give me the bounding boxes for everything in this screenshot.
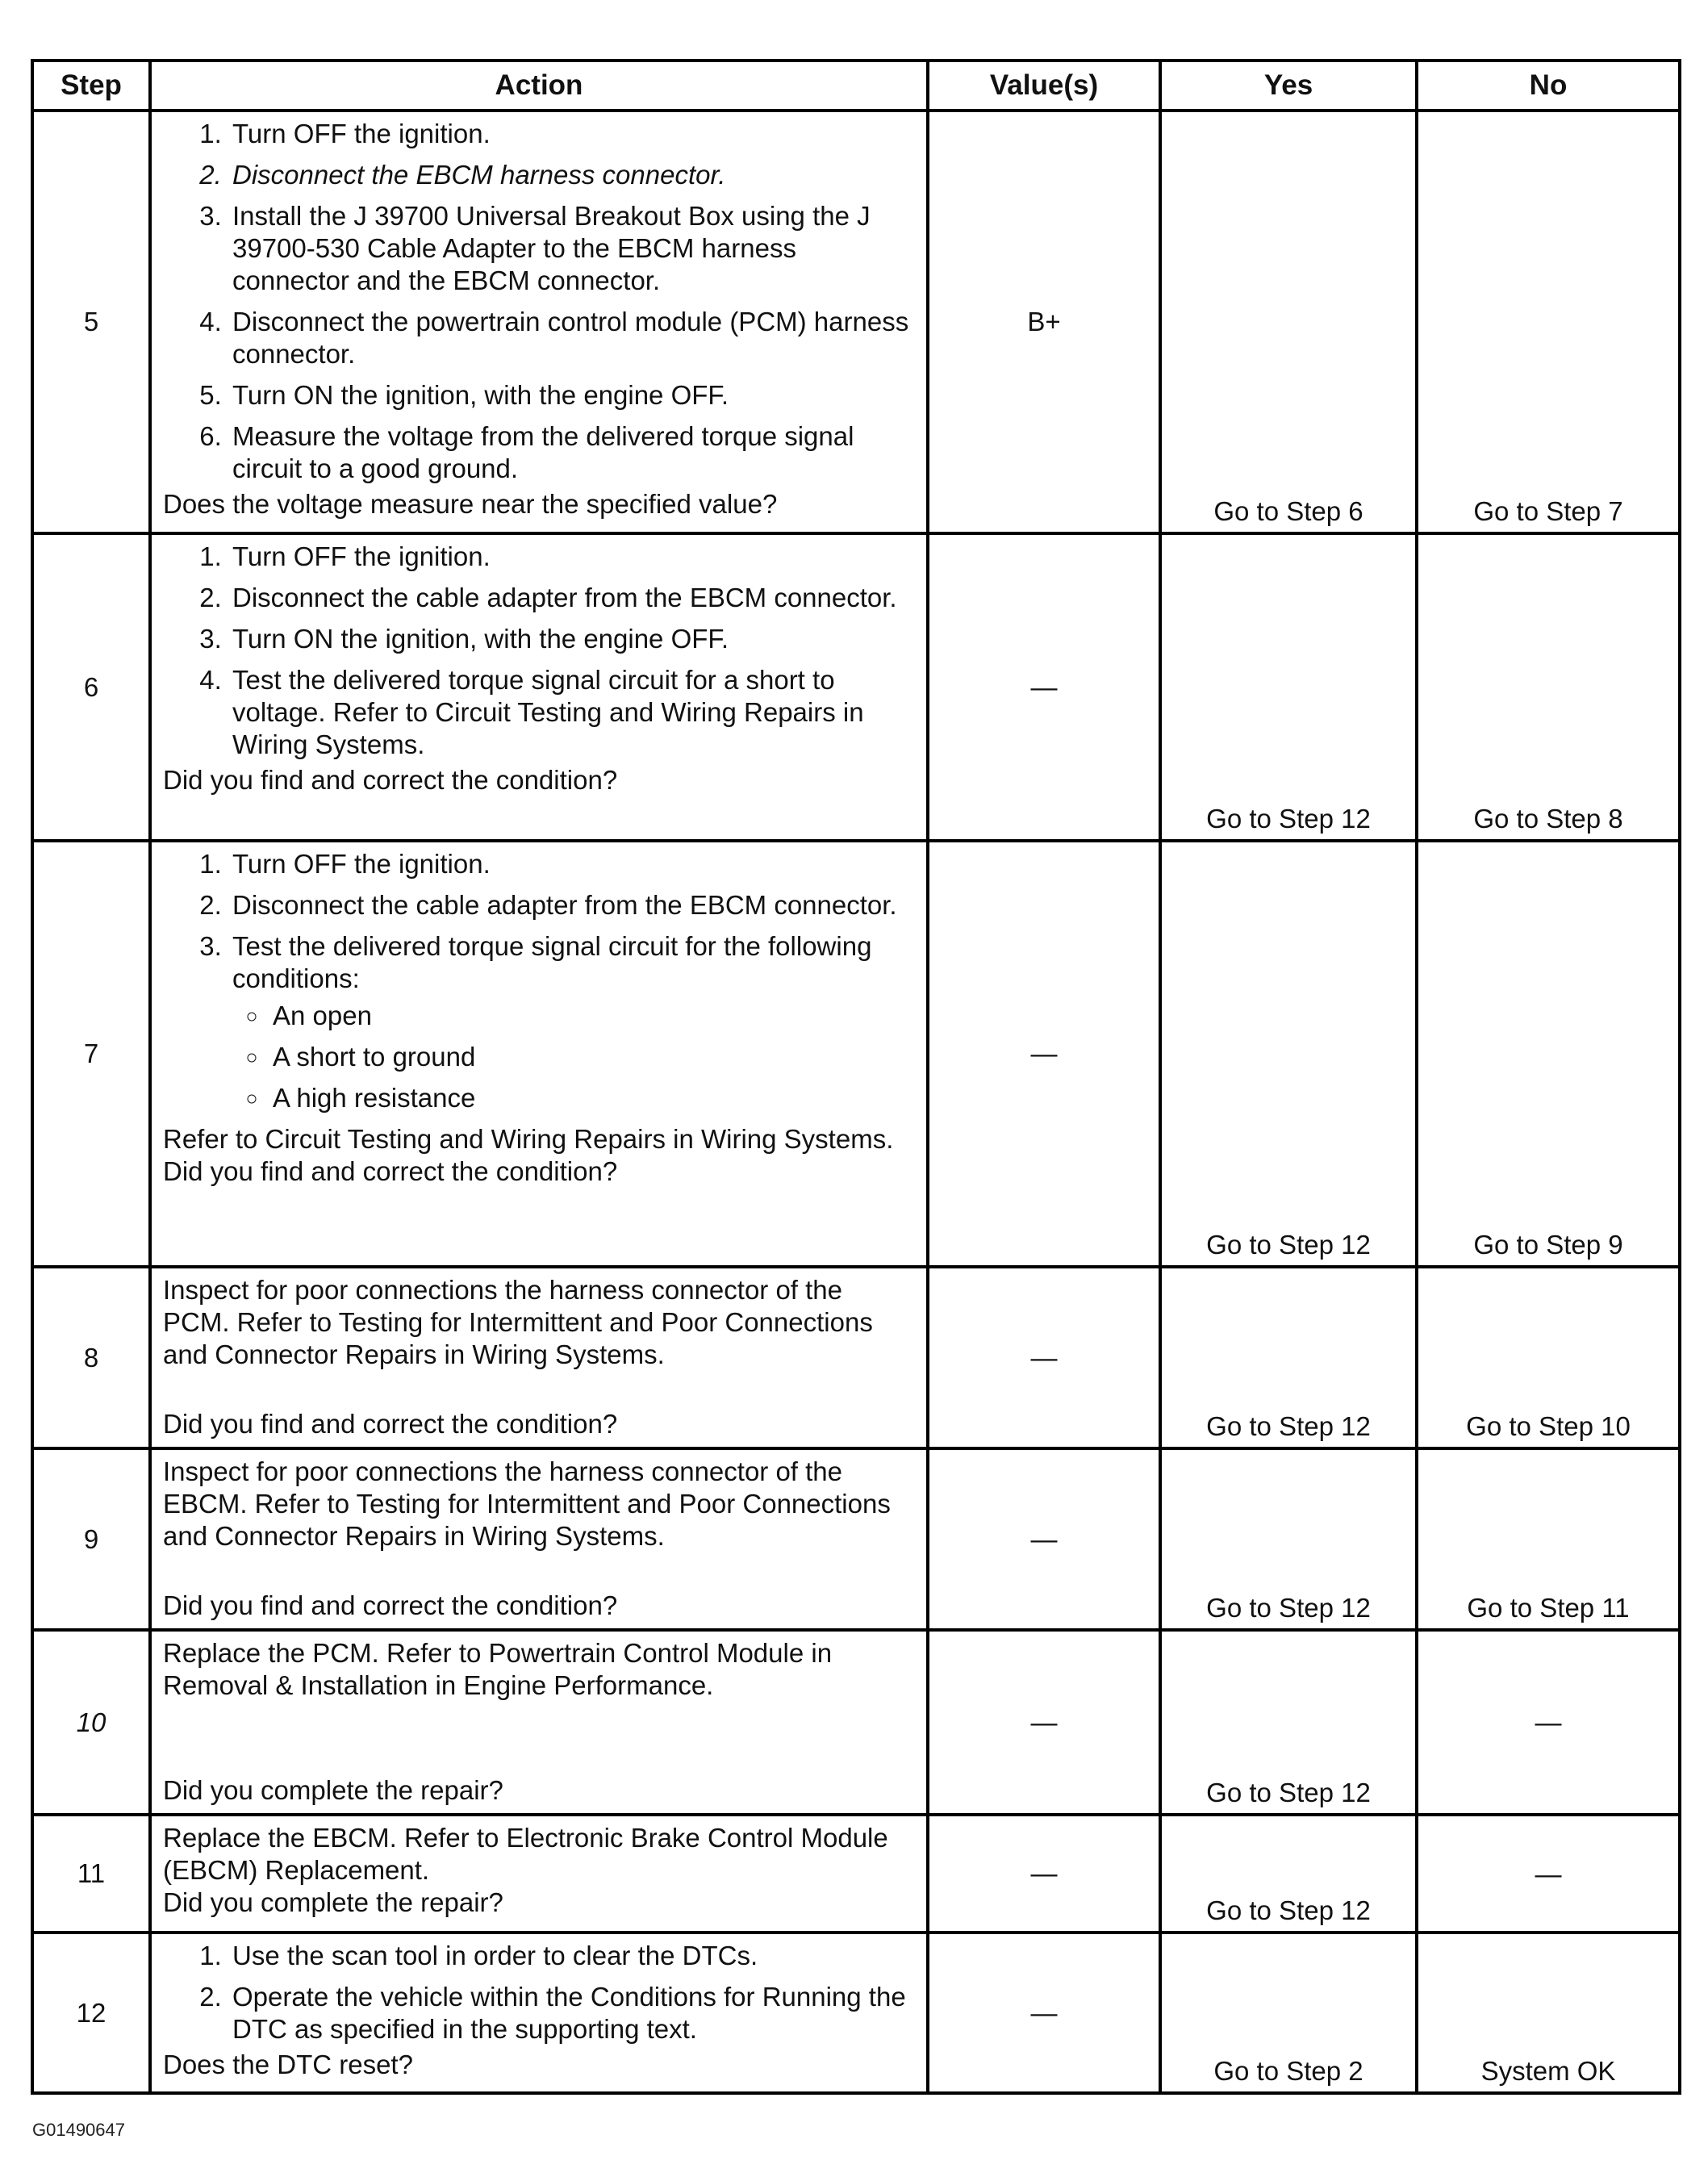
header-action: Action <box>150 61 928 111</box>
yes-link[interactable]: Go to Step 6 <box>1160 111 1417 533</box>
no-value: — <box>1417 1630 1680 1815</box>
header-no: No <box>1417 61 1680 111</box>
spacer <box>163 1552 915 1590</box>
table-row <box>32 1267 1680 1448</box>
question: Did you find and correct the condition? <box>163 1590 618 1620</box>
value-cell: — <box>928 1815 1160 1933</box>
action-step: 4. Test the delivered torque signal circuit for a short to voltage. Refer to Circuit Testing and Wiring Repairs in Wiring Systems. <box>229 664 915 761</box>
header-values: Value(s) <box>928 61 1160 111</box>
question: Did you find and correct the condition? <box>163 1409 618 1439</box>
no-link[interactable]: Go to Step 8 <box>1417 533 1680 841</box>
yes-link[interactable]: Go to Step 2 <box>1160 1933 1417 2093</box>
action-step-text: Test the delivered torque signal circuit for the following conditions: <box>232 931 872 993</box>
value-cell: — <box>928 533 1160 841</box>
header-yes: Yes <box>1160 61 1417 111</box>
action-steps <box>163 118 915 485</box>
table-row <box>32 1815 1680 1933</box>
value-cell: — <box>928 1448 1160 1630</box>
list-item: ◦ A short to ground <box>269 1041 915 1073</box>
list-item: ◦ An open <box>269 1000 915 1032</box>
condition-list <box>232 1000 915 1114</box>
action-text: Inspect for poor connections the harness connector of the EBCM. Refer to Testing for Intermittent and Poor Connections and Connector Repairs in Wiring Systems. <box>163 1456 891 1551</box>
value-cell: — <box>928 1267 1160 1448</box>
no-link[interactable]: Go to Step 7 <box>1417 111 1680 533</box>
action-step: 2. Operate the vehicle within the Conditions for Running the DTC as specified in the supporting text. <box>229 1981 915 2045</box>
yes-link[interactable]: Go to Step 12 <box>1160 1267 1417 1448</box>
list-item: ◦ A high resistance <box>269 1082 915 1114</box>
action-text: Replace the EBCM. Refer to Electronic Brake Control Module (EBCM) Replacement. <box>163 1823 888 1885</box>
no-link[interactable]: Go to Step 10 <box>1417 1267 1680 1448</box>
reference-note: Refer to Circuit Testing and Wiring Repairs in Wiring Systems. <box>163 1124 894 1154</box>
action-cell <box>150 1267 928 1448</box>
table-row <box>32 533 1680 841</box>
step-number: 5 <box>32 111 150 533</box>
no-link[interactable]: Go to Step 11 <box>1417 1448 1680 1630</box>
figure-id: G01490647 <box>32 2120 125 2140</box>
question: Did you complete the repair? <box>163 1887 503 1917</box>
step-number: 11 <box>32 1815 150 1933</box>
value-cell: B+ <box>928 111 1160 533</box>
table-row <box>32 1448 1680 1630</box>
action-step: 2. Disconnect the EBCM harness connector. <box>229 159 915 191</box>
action-cell <box>150 1933 928 2093</box>
spacer <box>163 1371 915 1408</box>
no-value: System OK <box>1417 1933 1680 2093</box>
yes-link[interactable]: Go to Step 12 <box>1160 1815 1417 1933</box>
step-number: 7 <box>32 841 150 1267</box>
yes-link[interactable]: Go to Step 12 <box>1160 533 1417 841</box>
action-step: 1. Turn OFF the ignition. <box>229 541 915 573</box>
action-step: 1. Turn OFF the ignition. <box>229 118 915 150</box>
action-text: Inspect for poor connections the harness connector of the PCM. Refer to Testing for Intermittent and Poor Connections and Connector Repairs in Wiring Systems. <box>163 1275 873 1369</box>
action-steps <box>163 541 915 761</box>
step-number: 12 <box>32 1933 150 2093</box>
yes-link[interactable]: Go to Step 12 <box>1160 1630 1417 1815</box>
question: Did you complete the repair? <box>163 1775 503 1805</box>
action-cell <box>150 533 928 841</box>
action-cell <box>150 1815 928 1933</box>
no-value: — <box>1417 1815 1680 1933</box>
header-step: Step <box>32 61 150 111</box>
question: Did you find and correct the condition? <box>163 765 618 795</box>
action-step: 1. Use the scan tool in order to clear the DTCs. <box>229 1940 915 1972</box>
action-step: 5. Turn ON the ignition, with the engine OFF. <box>229 379 915 412</box>
yes-link[interactable]: Go to Step 12 <box>1160 841 1417 1267</box>
question: Did you find and correct the condition? <box>163 1156 618 1186</box>
action-steps <box>163 848 915 1114</box>
action-step <box>229 930 915 1114</box>
value-cell: — <box>928 1933 1160 2093</box>
action-cell <box>150 841 928 1267</box>
action-step: 6. Measure the voltage from the delivered torque signal circuit to a good ground. <box>229 420 915 485</box>
action-step: 1. Turn OFF the ignition. <box>229 848 915 880</box>
step-number: 9 <box>32 1448 150 1630</box>
step-number: 6 <box>32 533 150 841</box>
table-row <box>32 1630 1680 1815</box>
header-row <box>32 61 1680 111</box>
action-step: 2. Disconnect the cable adapter from the EBCM connector. <box>229 582 915 614</box>
table-row <box>32 841 1680 1267</box>
action-steps <box>163 1940 915 2045</box>
value-cell: — <box>928 841 1160 1267</box>
action-cell <box>150 111 928 533</box>
question: Does the voltage measure near the specified value? <box>163 489 778 519</box>
action-step: 3. Install the J 39700 Universal Breakout Box using the J 39700-530 Cable Adapter to the EBCM harness connector and the EBCM connector. <box>229 200 915 297</box>
yes-link[interactable]: Go to Step 12 <box>1160 1448 1417 1630</box>
table-row <box>32 111 1680 533</box>
step-number: 8 <box>32 1267 150 1448</box>
spacer <box>163 1702 915 1774</box>
step-number: 10 <box>32 1630 150 1815</box>
value-cell: — <box>928 1630 1160 1815</box>
action-cell <box>150 1630 928 1815</box>
action-step: 4. Disconnect the powertrain control module (PCM) harness connector. <box>229 306 915 370</box>
action-step: 3. Turn ON the ignition, with the engine OFF. <box>229 623 915 655</box>
no-link[interactable]: Go to Step 9 <box>1417 841 1680 1267</box>
question: Does the DTC reset? <box>163 2050 413 2079</box>
table-row <box>32 1933 1680 2093</box>
action-step: 2. Disconnect the cable adapter from the EBCM connector. <box>229 889 915 921</box>
action-text: Replace the PCM. Refer to Powertrain Control Module in Removal & Installation in Engine Performance. <box>163 1638 833 1700</box>
diagnostic-table <box>31 59 1681 2095</box>
action-cell <box>150 1448 928 1630</box>
